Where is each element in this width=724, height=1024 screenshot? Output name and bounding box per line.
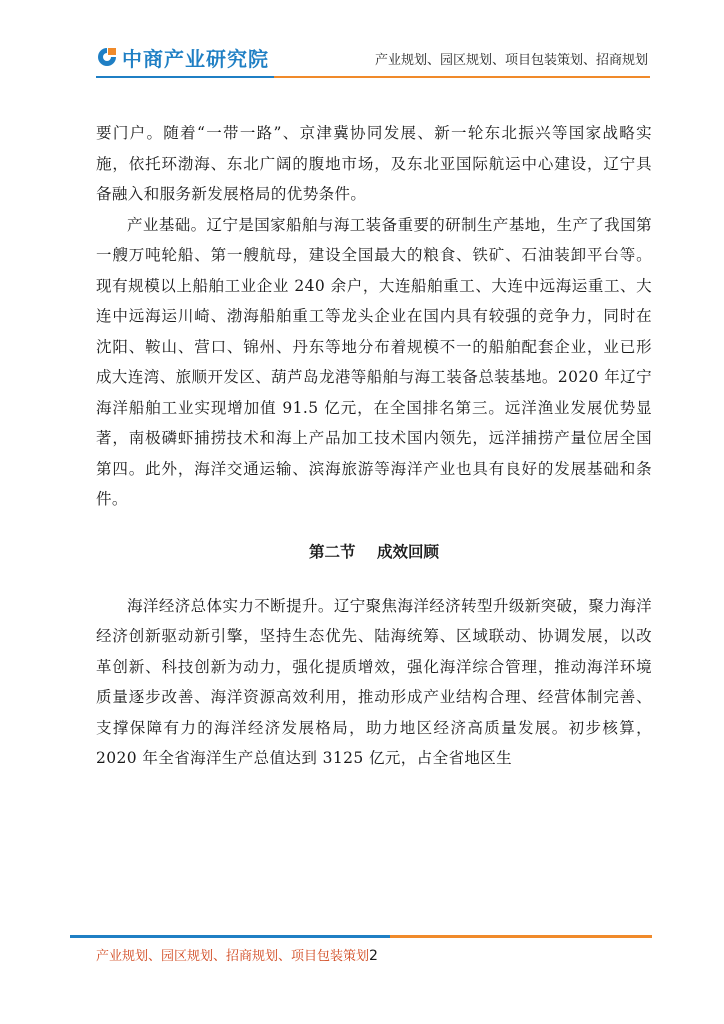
paragraph-3: 海洋经济总体实力不断提升。辽宁聚焦海洋经济转型升级新突破，聚力海洋经济创新驱动新引擎，坚持生态优先、陆海统筹、区域联动、协调发展，以改革创新、科技创新为动力，强化提质增效，强化海洋综合管理，推动海洋环境质量逐步改善、海洋资源高效利用，推动形成产业结构合理、经营体制完善、支撑保障有力的海洋经济发展格局，助力地区经济高质量发展。初步核算，2020 年全省海洋生产总值达到 3125 亿元，占全省地区生 xyxy=(96,596,652,767)
header-divider-orange xyxy=(274,76,650,78)
paragraph-1: 要门户。随着“一带一路”、京津冀协同发展、新一轮东北振兴等国家战略实施，依托环渤海、东北广阔的腹地市场，及东北亚国际航运中心建设，辽宁具备融入和服务新发展格局的优势条件。 xyxy=(96,124,652,203)
page-footer xyxy=(96,945,378,964)
paragraph-2: 产业基础。辽宁是国家船舶与海工装备重要的研制生产基地，生产了我国第一艘万吨轮船、第一艘航母，建设全国最大的粮食、铁矿、石油装卸平台等。现有规模以上船舶工业企业 240 余户，大连船舶重工、大连中远海运重工、大连中远海运川崎、渤海船舶重工等龙头企业在国内具有较强的竞争力，同时在沈阳、鞍山、营口、锦州、丹东等地分布着规模不一的船舶配套企业，业已形成大连湾、旅顺开发区、葫芦岛龙港等船舶与海工装备总装基地。2020 年辽宁海洋船舶工业实现增加值 91.5 亿元，在全国排名第三。远洋渔业发展优势显著，南极磷虾捕捞技术和海上产品加工技术国内领先，远洋捕捞产量位居全国第四。此外，海洋交通运输、滨海旅游等海洋产业也具有良好的发展基础和条件。 xyxy=(96,215,652,508)
logo-mark-icon xyxy=(96,46,118,68)
page-content xyxy=(96,118,652,774)
section-title: 成效回顾 xyxy=(376,542,439,561)
section-heading xyxy=(96,537,652,567)
page-number: 2 xyxy=(369,948,378,964)
section-number: 第二节 xyxy=(309,542,356,561)
logo xyxy=(96,43,269,71)
logo-text: 中商产业研究院 xyxy=(122,46,269,71)
footer-divider-blue xyxy=(70,935,390,938)
header-divider-blue xyxy=(96,76,274,78)
footer-text: 产业规划、园区规划、招商规划、项目包装策划 xyxy=(96,949,370,964)
page-header xyxy=(0,0,724,80)
header-tagline: 产业规划、园区规划、项目包装策划、招商规划 xyxy=(374,53,648,68)
footer-divider-orange xyxy=(390,935,652,938)
